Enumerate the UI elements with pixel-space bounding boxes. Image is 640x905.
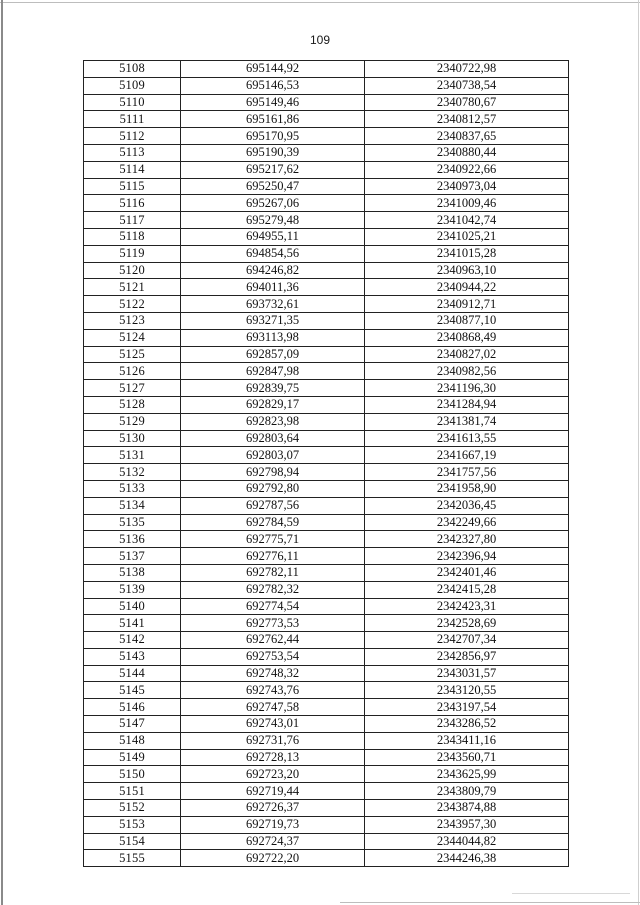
x-coordinate-cell: 692782,11 xyxy=(181,564,365,581)
y-coordinate-cell: 2341015,28 xyxy=(365,245,569,262)
y-coordinate-cell: 2340944,22 xyxy=(365,279,569,296)
table-row xyxy=(84,598,569,615)
point-number-cell: 5119 xyxy=(84,245,181,262)
point-number-cell: 5124 xyxy=(84,329,181,346)
table-row xyxy=(84,615,569,632)
point-number-cell: 5126 xyxy=(84,363,181,380)
x-coordinate-cell: 695279,48 xyxy=(181,212,365,229)
x-coordinate-cell: 695161,86 xyxy=(181,111,365,128)
table-row xyxy=(84,329,569,346)
table-row xyxy=(84,312,569,329)
point-number-cell: 5123 xyxy=(84,312,181,329)
point-number-cell: 5136 xyxy=(84,531,181,548)
y-coordinate-cell: 2341381,74 xyxy=(365,413,569,430)
point-number-cell: 5148 xyxy=(84,732,181,749)
point-number-cell: 5129 xyxy=(84,413,181,430)
y-coordinate-cell: 2340812,57 xyxy=(365,111,569,128)
point-number-cell: 5143 xyxy=(84,648,181,665)
table-row xyxy=(84,850,569,867)
x-coordinate-cell: 692774,54 xyxy=(181,598,365,615)
table-row xyxy=(84,732,569,749)
table-row xyxy=(84,749,569,766)
x-coordinate-cell: 695190,39 xyxy=(181,144,365,161)
y-coordinate-cell: 2342396,94 xyxy=(365,548,569,565)
y-coordinate-cell: 2342401,46 xyxy=(365,564,569,581)
x-coordinate-cell: 694854,56 xyxy=(181,245,365,262)
x-coordinate-cell: 692747,58 xyxy=(181,699,365,716)
point-number-cell: 5146 xyxy=(84,699,181,716)
table-row xyxy=(84,665,569,682)
y-coordinate-cell: 2340880,44 xyxy=(365,144,569,161)
y-coordinate-cell: 2341958,90 xyxy=(365,480,569,497)
table-row xyxy=(84,497,569,514)
point-number-cell: 5144 xyxy=(84,665,181,682)
point-number-cell: 5112 xyxy=(84,128,181,145)
point-number-cell: 5116 xyxy=(84,195,181,212)
coordinates-table-body xyxy=(84,61,569,867)
x-coordinate-cell: 692803,64 xyxy=(181,430,365,447)
y-coordinate-cell: 2343286,52 xyxy=(365,716,569,733)
y-coordinate-cell: 2342856,97 xyxy=(365,648,569,665)
y-coordinate-cell: 2343957,30 xyxy=(365,816,569,833)
table-row xyxy=(84,161,569,178)
table-row xyxy=(84,262,569,279)
point-number-cell: 5115 xyxy=(84,178,181,195)
table-row xyxy=(84,430,569,447)
point-number-cell: 5110 xyxy=(84,94,181,111)
x-coordinate-cell: 693271,35 xyxy=(181,312,365,329)
point-number-cell: 5153 xyxy=(84,816,181,833)
y-coordinate-cell: 2343809,79 xyxy=(365,783,569,800)
table-row xyxy=(84,632,569,649)
point-number-cell: 5154 xyxy=(84,833,181,850)
table-row xyxy=(84,279,569,296)
table-row xyxy=(84,111,569,128)
y-coordinate-cell: 2340837,65 xyxy=(365,128,569,145)
x-coordinate-cell: 692829,17 xyxy=(181,396,365,413)
y-coordinate-cell: 2343120,55 xyxy=(365,682,569,699)
scan-edge-bottom xyxy=(340,902,640,903)
x-coordinate-cell: 692728,13 xyxy=(181,749,365,766)
x-coordinate-cell: 692803,07 xyxy=(181,447,365,464)
x-coordinate-cell: 692792,80 xyxy=(181,480,365,497)
point-number-cell: 5121 xyxy=(84,279,181,296)
point-number-cell: 5135 xyxy=(84,514,181,531)
point-number-cell: 5109 xyxy=(84,77,181,94)
point-number-cell: 5117 xyxy=(84,212,181,229)
table-row xyxy=(84,195,569,212)
x-coordinate-cell: 692798,94 xyxy=(181,464,365,481)
y-coordinate-cell: 2340827,02 xyxy=(365,346,569,363)
y-coordinate-cell: 2343874,88 xyxy=(365,800,569,817)
table-row xyxy=(84,648,569,665)
x-coordinate-cell: 695144,92 xyxy=(181,61,365,78)
table-row xyxy=(84,531,569,548)
point-number-cell: 5142 xyxy=(84,632,181,649)
y-coordinate-cell: 2342327,80 xyxy=(365,531,569,548)
table-row xyxy=(84,363,569,380)
x-coordinate-cell: 695217,62 xyxy=(181,161,365,178)
y-coordinate-cell: 2341009,46 xyxy=(365,195,569,212)
y-coordinate-cell: 2341613,55 xyxy=(365,430,569,447)
page-number: 109 xyxy=(309,33,331,47)
point-number-cell: 5133 xyxy=(84,480,181,497)
y-coordinate-cell: 2340738,54 xyxy=(365,77,569,94)
x-coordinate-cell: 692784,59 xyxy=(181,514,365,531)
x-coordinate-cell: 692776,11 xyxy=(181,548,365,565)
table-row xyxy=(84,228,569,245)
point-number-cell: 5140 xyxy=(84,598,181,615)
y-coordinate-cell: 2340963,10 xyxy=(365,262,569,279)
x-coordinate-cell: 695146,53 xyxy=(181,77,365,94)
x-coordinate-cell: 692731,76 xyxy=(181,732,365,749)
x-coordinate-cell: 692723,20 xyxy=(181,766,365,783)
point-number-cell: 5113 xyxy=(84,144,181,161)
table-row xyxy=(84,144,569,161)
x-coordinate-cell: 693113,98 xyxy=(181,329,365,346)
table-row xyxy=(84,212,569,229)
table-row xyxy=(84,682,569,699)
table-row xyxy=(84,464,569,481)
y-coordinate-cell: 2344246,38 xyxy=(365,850,569,867)
y-coordinate-cell: 2341025,21 xyxy=(365,228,569,245)
table-row xyxy=(84,766,569,783)
x-coordinate-cell: 692847,98 xyxy=(181,363,365,380)
point-number-cell: 5114 xyxy=(84,161,181,178)
scan-mark-bottom xyxy=(512,893,630,894)
x-coordinate-cell: 692823,98 xyxy=(181,413,365,430)
y-coordinate-cell: 2340922,66 xyxy=(365,161,569,178)
point-number-cell: 5137 xyxy=(84,548,181,565)
x-coordinate-cell: 693732,61 xyxy=(181,296,365,313)
y-coordinate-cell: 2341667,19 xyxy=(365,447,569,464)
scan-edge-right xyxy=(638,0,639,905)
y-coordinate-cell: 2341757,56 xyxy=(365,464,569,481)
x-coordinate-cell: 695267,06 xyxy=(181,195,365,212)
x-coordinate-cell: 692762,44 xyxy=(181,632,365,649)
y-coordinate-cell: 2342249,66 xyxy=(365,514,569,531)
table-row xyxy=(84,581,569,598)
table-row xyxy=(84,94,569,111)
x-coordinate-cell: 692748,32 xyxy=(181,665,365,682)
point-number-cell: 5134 xyxy=(84,497,181,514)
x-coordinate-cell: 692724,37 xyxy=(181,833,365,850)
y-coordinate-cell: 2342036,45 xyxy=(365,497,569,514)
point-number-cell: 5150 xyxy=(84,766,181,783)
x-coordinate-cell: 692743,76 xyxy=(181,682,365,699)
table-row xyxy=(84,77,569,94)
y-coordinate-cell: 2342423,31 xyxy=(365,598,569,615)
table-row xyxy=(84,816,569,833)
x-coordinate-cell: 695149,46 xyxy=(181,94,365,111)
point-number-cell: 5118 xyxy=(84,228,181,245)
point-number-cell: 5111 xyxy=(84,111,181,128)
table-row xyxy=(84,396,569,413)
x-coordinate-cell: 692753,54 xyxy=(181,648,365,665)
point-number-cell: 5120 xyxy=(84,262,181,279)
point-number-cell: 5151 xyxy=(84,783,181,800)
x-coordinate-cell: 692722,20 xyxy=(181,850,365,867)
x-coordinate-cell: 692726,37 xyxy=(181,800,365,817)
table-row xyxy=(84,514,569,531)
y-coordinate-cell: 2340868,49 xyxy=(365,329,569,346)
table-row xyxy=(84,245,569,262)
x-coordinate-cell: 694011,36 xyxy=(181,279,365,296)
x-coordinate-cell: 692857,09 xyxy=(181,346,365,363)
scan-edge-top xyxy=(0,2,640,3)
x-coordinate-cell: 694246,82 xyxy=(181,262,365,279)
x-coordinate-cell: 692773,53 xyxy=(181,615,365,632)
y-coordinate-cell: 2341284,94 xyxy=(365,396,569,413)
table-row xyxy=(84,548,569,565)
point-number-cell: 5149 xyxy=(84,749,181,766)
point-number-cell: 5145 xyxy=(84,682,181,699)
table-row xyxy=(84,178,569,195)
y-coordinate-cell: 2344044,82 xyxy=(365,833,569,850)
y-coordinate-cell: 2342528,69 xyxy=(365,615,569,632)
y-coordinate-cell: 2343625,99 xyxy=(365,766,569,783)
table-row xyxy=(84,413,569,430)
x-coordinate-cell: 692719,73 xyxy=(181,816,365,833)
point-number-cell: 5152 xyxy=(84,800,181,817)
table-row xyxy=(84,346,569,363)
point-number-cell: 5139 xyxy=(84,581,181,598)
table-row xyxy=(84,296,569,313)
point-number-cell: 5130 xyxy=(84,430,181,447)
point-number-cell: 5132 xyxy=(84,464,181,481)
table-row xyxy=(84,380,569,397)
scan-edge-left xyxy=(1,0,3,905)
y-coordinate-cell: 2343560,71 xyxy=(365,749,569,766)
y-coordinate-cell: 2343197,54 xyxy=(365,699,569,716)
x-coordinate-cell: 692782,32 xyxy=(181,581,365,598)
y-coordinate-cell: 2343411,16 xyxy=(365,732,569,749)
point-number-cell: 5122 xyxy=(84,296,181,313)
point-number-cell: 5108 xyxy=(84,61,181,78)
y-coordinate-cell: 2340722,98 xyxy=(365,61,569,78)
y-coordinate-cell: 2342707,34 xyxy=(365,632,569,649)
y-coordinate-cell: 2340973,04 xyxy=(365,178,569,195)
y-coordinate-cell: 2342415,28 xyxy=(365,581,569,598)
table-row xyxy=(84,699,569,716)
x-coordinate-cell: 692839,75 xyxy=(181,380,365,397)
y-coordinate-cell: 2341196,30 xyxy=(365,380,569,397)
y-coordinate-cell: 2343031,57 xyxy=(365,665,569,682)
y-coordinate-cell: 2340912,71 xyxy=(365,296,569,313)
table-row xyxy=(84,564,569,581)
point-number-cell: 5155 xyxy=(84,850,181,867)
coordinates-table xyxy=(83,60,569,867)
x-coordinate-cell: 694955,11 xyxy=(181,228,365,245)
y-coordinate-cell: 2340982,56 xyxy=(365,363,569,380)
point-number-cell: 5125 xyxy=(84,346,181,363)
table-row xyxy=(84,833,569,850)
y-coordinate-cell: 2340780,67 xyxy=(365,94,569,111)
point-number-cell: 5127 xyxy=(84,380,181,397)
table-row xyxy=(84,716,569,733)
x-coordinate-cell: 692775,71 xyxy=(181,531,365,548)
table-row xyxy=(84,128,569,145)
point-number-cell: 5147 xyxy=(84,716,181,733)
x-coordinate-cell: 692719,44 xyxy=(181,783,365,800)
point-number-cell: 5138 xyxy=(84,564,181,581)
point-number-cell: 5128 xyxy=(84,396,181,413)
y-coordinate-cell: 2341042,74 xyxy=(365,212,569,229)
x-coordinate-cell: 692787,56 xyxy=(181,497,365,514)
table-row xyxy=(84,447,569,464)
table-row xyxy=(84,783,569,800)
point-number-cell: 5131 xyxy=(84,447,181,464)
table-row xyxy=(84,61,569,78)
x-coordinate-cell: 695170,95 xyxy=(181,128,365,145)
table-row xyxy=(84,480,569,497)
point-number-cell: 5141 xyxy=(84,615,181,632)
y-coordinate-cell: 2340877,10 xyxy=(365,312,569,329)
x-coordinate-cell: 695250,47 xyxy=(181,178,365,195)
x-coordinate-cell: 692743,01 xyxy=(181,716,365,733)
table-row xyxy=(84,800,569,817)
